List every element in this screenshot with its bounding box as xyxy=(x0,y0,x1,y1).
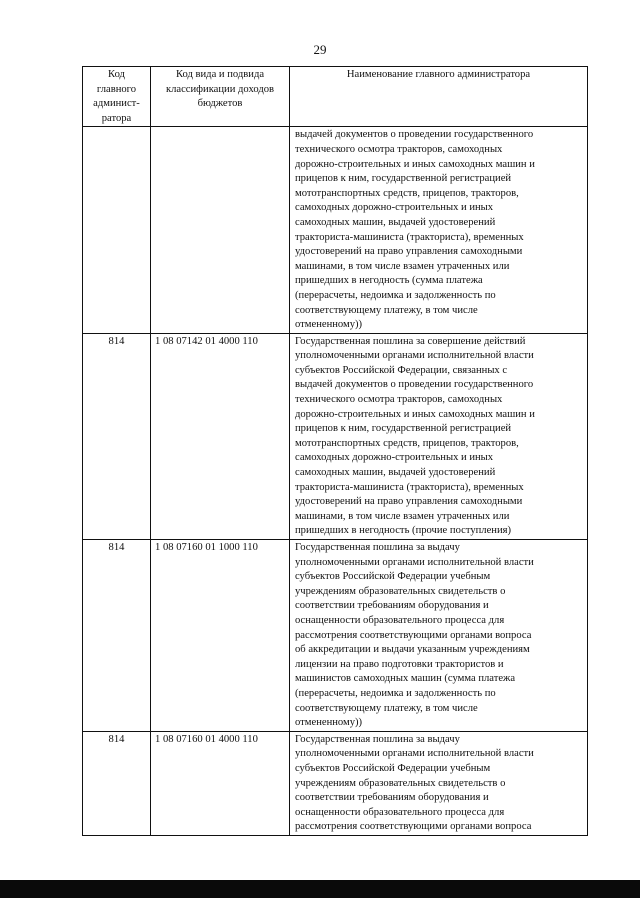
name-text-line: оснащенности образовательного процесса для xyxy=(295,806,505,818)
name-text-line: мототранспортных средств, прицепов, тракторов, xyxy=(295,187,519,199)
name-text-line: дорожно-строительных и иных самоходных машин и xyxy=(295,408,535,420)
name-text-line: учреждениям образовательных свидетельств о xyxy=(295,585,506,597)
header-line: ратора xyxy=(101,112,132,124)
table-row xyxy=(83,333,588,539)
name-text-line: выдачей документов о проведении государственного xyxy=(295,129,534,141)
name-text-line: лицензии на право подготовки трактористов и xyxy=(295,658,504,670)
header-line: Код xyxy=(108,69,125,80)
name-text-line: тракториста-машиниста (тракториста), временных xyxy=(295,481,524,493)
name-text-line: Государственная пошлина за выдачу xyxy=(295,733,460,745)
name-text-line: Государственная пошлина за выдачу xyxy=(295,542,460,553)
name-text-line: рассмотрения соответствующими органами вопроса xyxy=(295,629,532,641)
name-text-line: пришедших в негодность (сумма платежа xyxy=(295,275,483,287)
name-text-line: уполномоченными органами исполнительной власти xyxy=(295,556,534,568)
name-text-line: удостоверений на право управления самоходными xyxy=(295,246,523,258)
name-text-line: оснащенности образовательного процесса для xyxy=(295,614,505,626)
header-line: бюджетов xyxy=(197,98,243,110)
administrator-name-cell xyxy=(290,333,588,539)
admin-code-cell xyxy=(83,127,151,333)
header-admin-code xyxy=(83,67,151,127)
name-text-line: самоходных дорожно-строительных и иных xyxy=(295,452,494,464)
header-line: классификации доходов xyxy=(165,83,275,95)
name-text-line: тракториста-машиниста (тракториста), временных xyxy=(295,231,524,243)
name-text-line: прицепов к ним, государственной регистрацией xyxy=(295,423,512,435)
admin-code-cell: 814 xyxy=(83,540,151,732)
classification-code-cell: 1 08 07160 01 4000 110 xyxy=(151,731,290,835)
revenue-classification-table xyxy=(82,66,588,836)
page-number: 29 xyxy=(313,42,327,57)
name-text-line: (перерасчеты, недоимка и задолженность по xyxy=(295,687,496,699)
table-row xyxy=(83,540,588,732)
administrator-name-cell xyxy=(290,540,588,732)
name-text-line: уполномоченными органами исполнительной власти xyxy=(295,748,534,760)
name-text-line: учреждениям образовательных свидетельств о xyxy=(295,777,506,789)
name-text-line: самоходных машин, выдачей удостоверений xyxy=(295,216,496,228)
administrator-name-cell xyxy=(290,127,588,333)
name-text-line: (перерасчеты, недоимка и задолженность по xyxy=(295,289,496,301)
header-name xyxy=(290,67,588,127)
name-text-line: субъектов Российской Федерации, связанных с xyxy=(295,364,508,376)
name-text-line: прицепов к ним, государственной регистрацией xyxy=(295,173,512,185)
name-text-line: субъектов Российской Федерации учебным xyxy=(295,571,491,583)
header-class-code xyxy=(151,67,290,127)
name-text-line: об аккредитации и выдачи указанным учреждениям xyxy=(295,644,530,656)
name-text-line: Государственная пошлина за совершение действий xyxy=(295,335,526,347)
name-text-line: соответствующему платежу, в том числе xyxy=(295,304,478,316)
name-text-line: мототранспортных средств, прицепов, тракторов, xyxy=(295,437,519,449)
scan-edge-bar xyxy=(0,880,640,898)
name-text-line: удостоверений на право управления самоходными xyxy=(295,496,523,508)
name-text-line: отмененному)) xyxy=(295,319,363,331)
header-line: админист- xyxy=(93,98,140,110)
name-text-line: выдачей документов о проведении государственного xyxy=(295,379,534,391)
name-text-line: уполномоченными органами исполнительной власти xyxy=(295,350,534,362)
admin-code-cell: 814 xyxy=(83,731,151,835)
name-text-line: технического осмотра тракторов, самоходных xyxy=(295,143,503,155)
name-text-line: машинами, в том числе взамен утраченных или xyxy=(295,510,510,522)
classification-code-cell: 1 08 07142 01 4000 110 xyxy=(151,333,290,539)
name-text-line: машинистов самоходных машин (сумма платежа xyxy=(295,673,516,685)
header-line: главного xyxy=(96,83,137,95)
name-text-line: субъектов Российской Федерации учебным xyxy=(295,762,491,774)
name-text-line: соответствующему платежу, в том числе xyxy=(295,702,478,714)
header-line: Код вида и подвида xyxy=(175,69,265,80)
table-row xyxy=(83,127,588,333)
name-text-line: рассмотрения соответствующими органами вопроса xyxy=(295,821,532,833)
table-body xyxy=(83,127,588,836)
name-text-line: самоходных машин, выдачей удостоверений xyxy=(295,467,496,479)
header-line: Наименование главного администратора xyxy=(346,69,531,80)
name-text-line: дорожно-строительных и иных самоходных машин и xyxy=(295,158,535,170)
name-text-line: машинами, в том числе взамен утраченных или xyxy=(295,260,510,272)
table-header-row xyxy=(83,67,588,127)
name-text-line: технического осмотра тракторов, самоходных xyxy=(295,394,503,406)
classification-code-cell: 1 08 07160 01 1000 110 xyxy=(151,540,290,732)
classification-code-cell xyxy=(151,127,290,333)
name-text-line: соответствии требованиям оборудования и xyxy=(295,792,489,804)
admin-code-cell: 814 xyxy=(83,333,151,539)
name-text-line: самоходных дорожно-строительных и иных xyxy=(295,202,494,214)
name-text-line: пришедших в негодность (прочие поступления) xyxy=(295,525,512,537)
table-row xyxy=(83,731,588,835)
name-text-line: отмененному)) xyxy=(295,717,363,729)
administrator-name-cell xyxy=(290,731,588,835)
name-text-line: соответствии требованиям оборудования и xyxy=(295,600,489,612)
